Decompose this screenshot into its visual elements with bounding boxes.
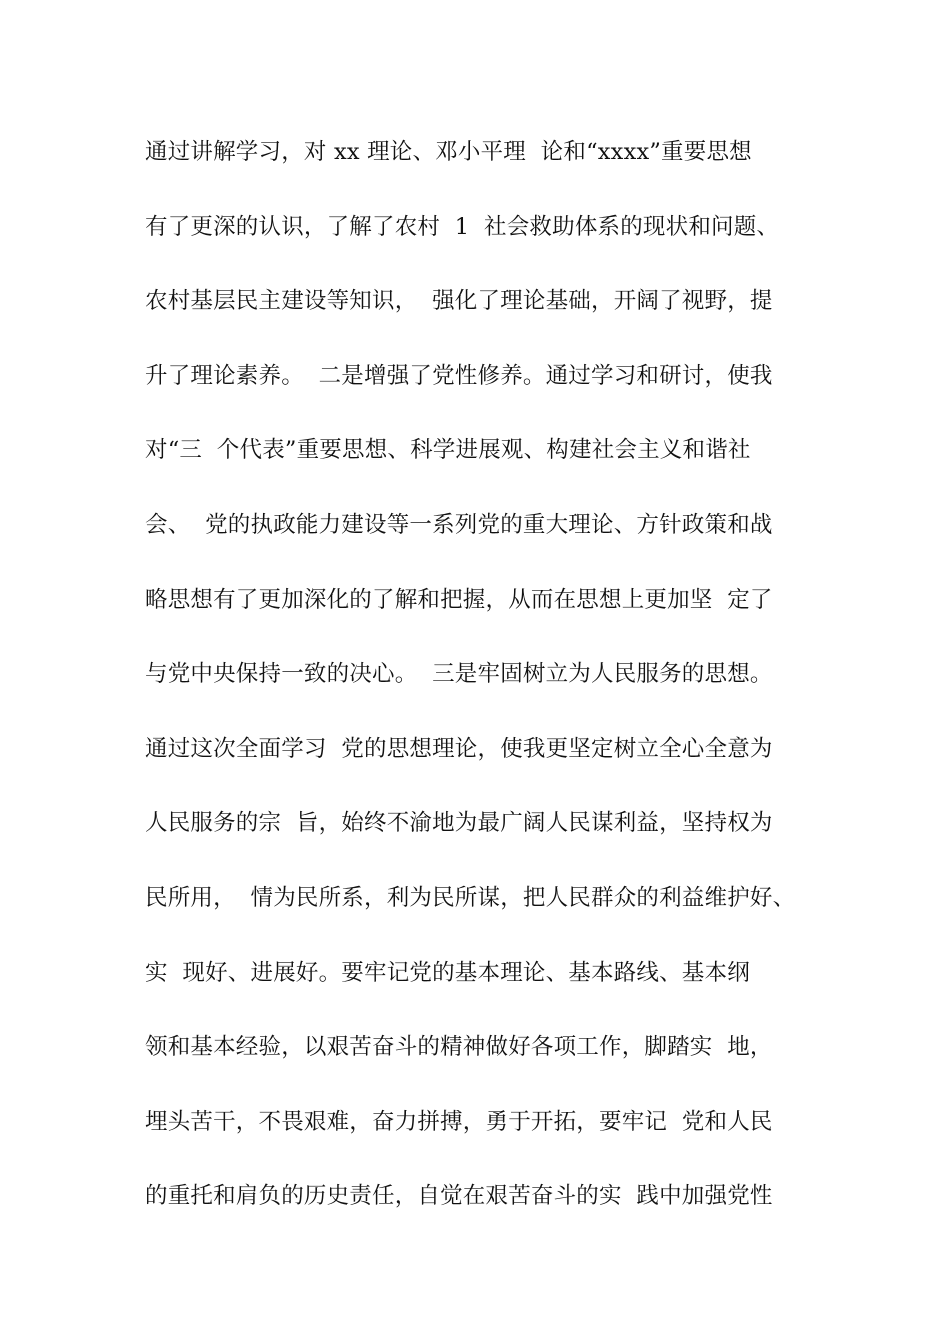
text-line: 升了理论素养。 二是增强了党性修养。通过学习和研讨，使我 xyxy=(145,362,773,389)
text-line: 领和基本经验，以艰苦奋斗的精神做好各项工作，脚踏实 地， xyxy=(145,1034,773,1061)
text-line: 有了更深的认识，了解了农村 1 社会救助体系的现状和问题、 xyxy=(145,213,780,240)
text-line: 实 现好、进展好。要牢记党的基本理论、基本路线、基本纲 xyxy=(145,959,750,986)
text-line: 的重托和肩负的历史责任，自觉在艰苦奋斗的实 践中加强党性 xyxy=(145,1183,773,1210)
text-line: 通过这次全面学习 党的思想理论，使我更坚定树立全心全意为 xyxy=(145,735,773,762)
text-line: 略思想有了更加深化的了解和把握，从而在思想上更加坚 定了 xyxy=(145,586,773,613)
text-line: 人民服务的宗 旨，始终不渝地为最广阔人民谋利益，坚持权为 xyxy=(145,810,773,837)
text-line: 与党中央保持一致的决心。 三是牢固树立为人民服务的思想。 xyxy=(145,661,773,688)
text-line: 对“三 个代表”重要思想、科学进展观、构建社会主义和谐社 xyxy=(145,437,751,464)
text-line: 农村基层民主建设等知识， 强化了理论基础，开阔了视野，提 xyxy=(145,288,773,315)
text-line: 通过讲解学习，对 xx 理论、邓小平理 论和“xxxx”重要思想 xyxy=(145,139,752,165)
text-line: 民所用， 情为民所系，利为民所谋，把人民群众的利益维护好、 xyxy=(145,884,796,911)
body-text xyxy=(145,128,845,1247)
text-line: 会、 党的执政能力建设等一系列党的重大理论、方针政策和战 xyxy=(145,511,773,538)
text-line: 埋头苦干，不畏艰难，奋力拼搏，勇于开拓，要牢记 党和人民 xyxy=(145,1108,773,1135)
